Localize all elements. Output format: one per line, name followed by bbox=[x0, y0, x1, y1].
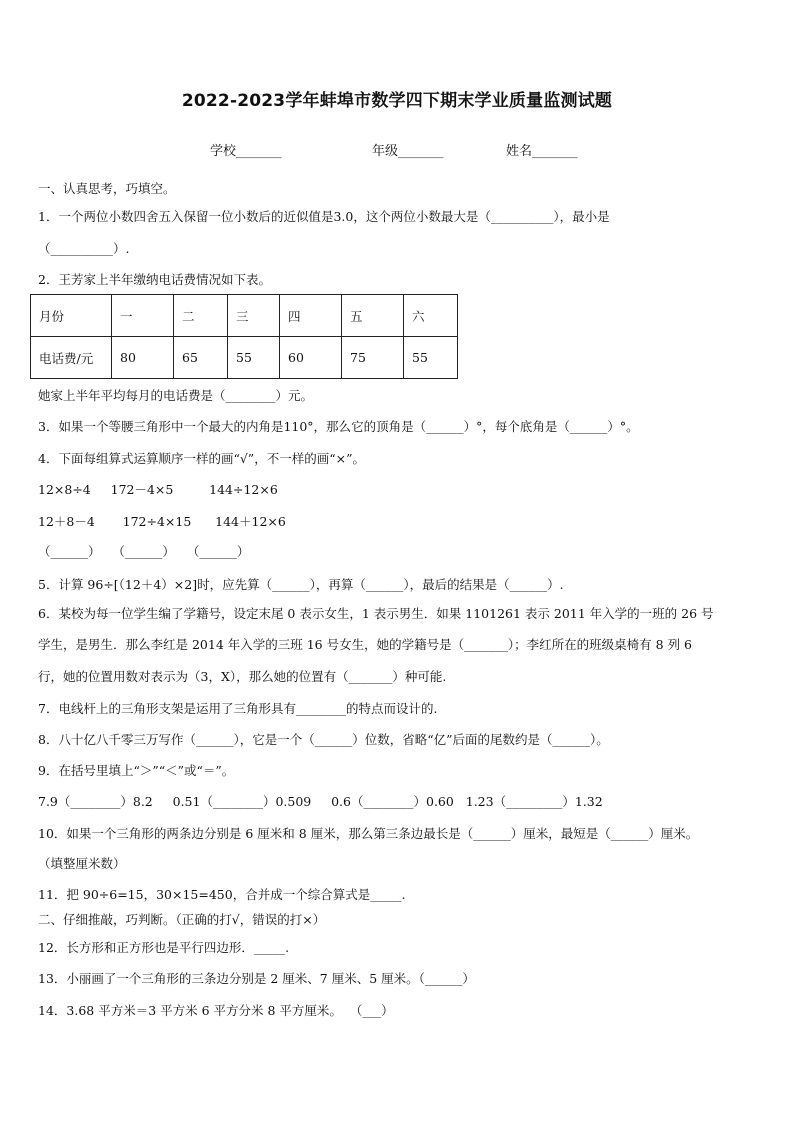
question-8: 8．八十亿八千零三万写作（______），它是一个（______）位数，省略“亿”后面的尾数约是（______）。 bbox=[38, 732, 609, 747]
question-2-prompt: 她家上半年平均每月的电话费是（________）元。 bbox=[38, 388, 314, 403]
question-10: 10．如果一个三角形的两条边分别是 6 厘米和 8 厘米，那么第三条边最长是（______）厘米，最短是（______）厘米。 bbox=[38, 826, 699, 841]
school-field: 学校_______ bbox=[210, 144, 282, 159]
table-cell: 四 bbox=[280, 295, 342, 337]
question-9: 9．在括号里填上“＞”“＜”或“＝”。 bbox=[38, 763, 235, 778]
table-row bbox=[31, 337, 458, 379]
grade-field: 年级_______ bbox=[372, 144, 444, 159]
table-cell: 60 bbox=[280, 337, 342, 379]
table-cell: 55 bbox=[228, 337, 280, 379]
table-cell: 一 bbox=[112, 295, 174, 337]
question-4-row-2: 12＋8－4 172÷4×15 144＋12×6 bbox=[38, 514, 286, 529]
table-cell: 月份 bbox=[31, 295, 112, 337]
question-1: 1．一个两位小数四舍五入保留一位小数后的近似值是3.0，这个两位小数最大是（__________），最小是 bbox=[38, 209, 610, 224]
table-cell: 55 bbox=[404, 337, 458, 379]
question-9-row: 7.9（________）8.2 0.51（________）0.509 0.6（________）0.60 1.23（_________）1.32 bbox=[38, 794, 603, 809]
question-3: 3．如果一个等腰三角形中一个最大的内角是110°，那么它的顶角是（______）°，每个底角是（______）°。 bbox=[38, 419, 639, 434]
table-cell: 二 bbox=[174, 295, 228, 337]
question-11: 11．把 90÷6=15，30×15=450，合并成一个综合算式是_____. bbox=[38, 887, 406, 902]
name-field: 姓名_______ bbox=[506, 144, 578, 159]
question-10-note: （填整厘米数） bbox=[38, 856, 126, 871]
question-4-row-1: 12×8÷4 172－4×5 144÷12×6 bbox=[38, 482, 278, 497]
question-14: 14．3.68 平方米＝3 平方米 6 平方分米 8 平方厘米。 （___） bbox=[38, 1003, 394, 1018]
section-1-heading: 一、认真思考，巧填空。 bbox=[38, 181, 176, 196]
question-7: 7．电线杆上的三角形支架是运用了三角形具有________的特点而设计的. bbox=[38, 701, 438, 716]
question-4-answers: （______） （______） （______） bbox=[38, 544, 250, 559]
phone-bill-table bbox=[30, 294, 458, 379]
table-cell: 五 bbox=[342, 295, 404, 337]
question-6-cont-2: 行，她的位置用数对表示为（3，X），那么她的位置有（_______）种可能. bbox=[38, 669, 447, 684]
question-13: 13．小丽画了一个三角形的三条边分别是 2 厘米、7 厘米、5 厘米。（______） bbox=[38, 971, 475, 986]
table-cell: 电话费/元 bbox=[31, 337, 112, 379]
table-cell: 65 bbox=[174, 337, 228, 379]
table-cell: 75 bbox=[342, 337, 404, 379]
question-4: 4．下面每组算式运算顺序一样的画“√”，不一样的画“×”。 bbox=[38, 451, 365, 466]
question-1-cont: （__________）. bbox=[38, 241, 130, 256]
question-5: 5．计算 96÷[（12＋4）×2]时，应先算（______），再算（______），最后的结果是（______）. bbox=[38, 577, 564, 592]
question-2: 2．王芳家上半年缴纳电话费情况如下表。 bbox=[38, 272, 271, 287]
table-cell: 三 bbox=[228, 295, 280, 337]
table-header-row bbox=[31, 295, 458, 337]
table-cell: 六 bbox=[404, 295, 458, 337]
page-title: 2022-2023学年蚌埠市数学四下期末学业质量监测试题 bbox=[181, 91, 613, 111]
table-cell: 80 bbox=[112, 337, 174, 379]
question-12: 12．长方形和正方形也是平行四边形．_____. bbox=[38, 940, 290, 955]
section-2-heading: 二、仔细推敲，巧判断。（正确的打√，错误的打×） bbox=[38, 912, 326, 927]
question-6-cont-1: 学生，是男生．那么李红是 2014 年入学的三班 16 号女生，她的学籍号是（_______）；李红所在的班级桌椅有 8 列 6 bbox=[38, 637, 692, 652]
question-6: 6．某校为每一位学生编了学籍号，设定末尾 0 表示女生，1 表示男生．如果 1101261 表示 2011 年入学的一班的 26 号 bbox=[38, 606, 714, 621]
